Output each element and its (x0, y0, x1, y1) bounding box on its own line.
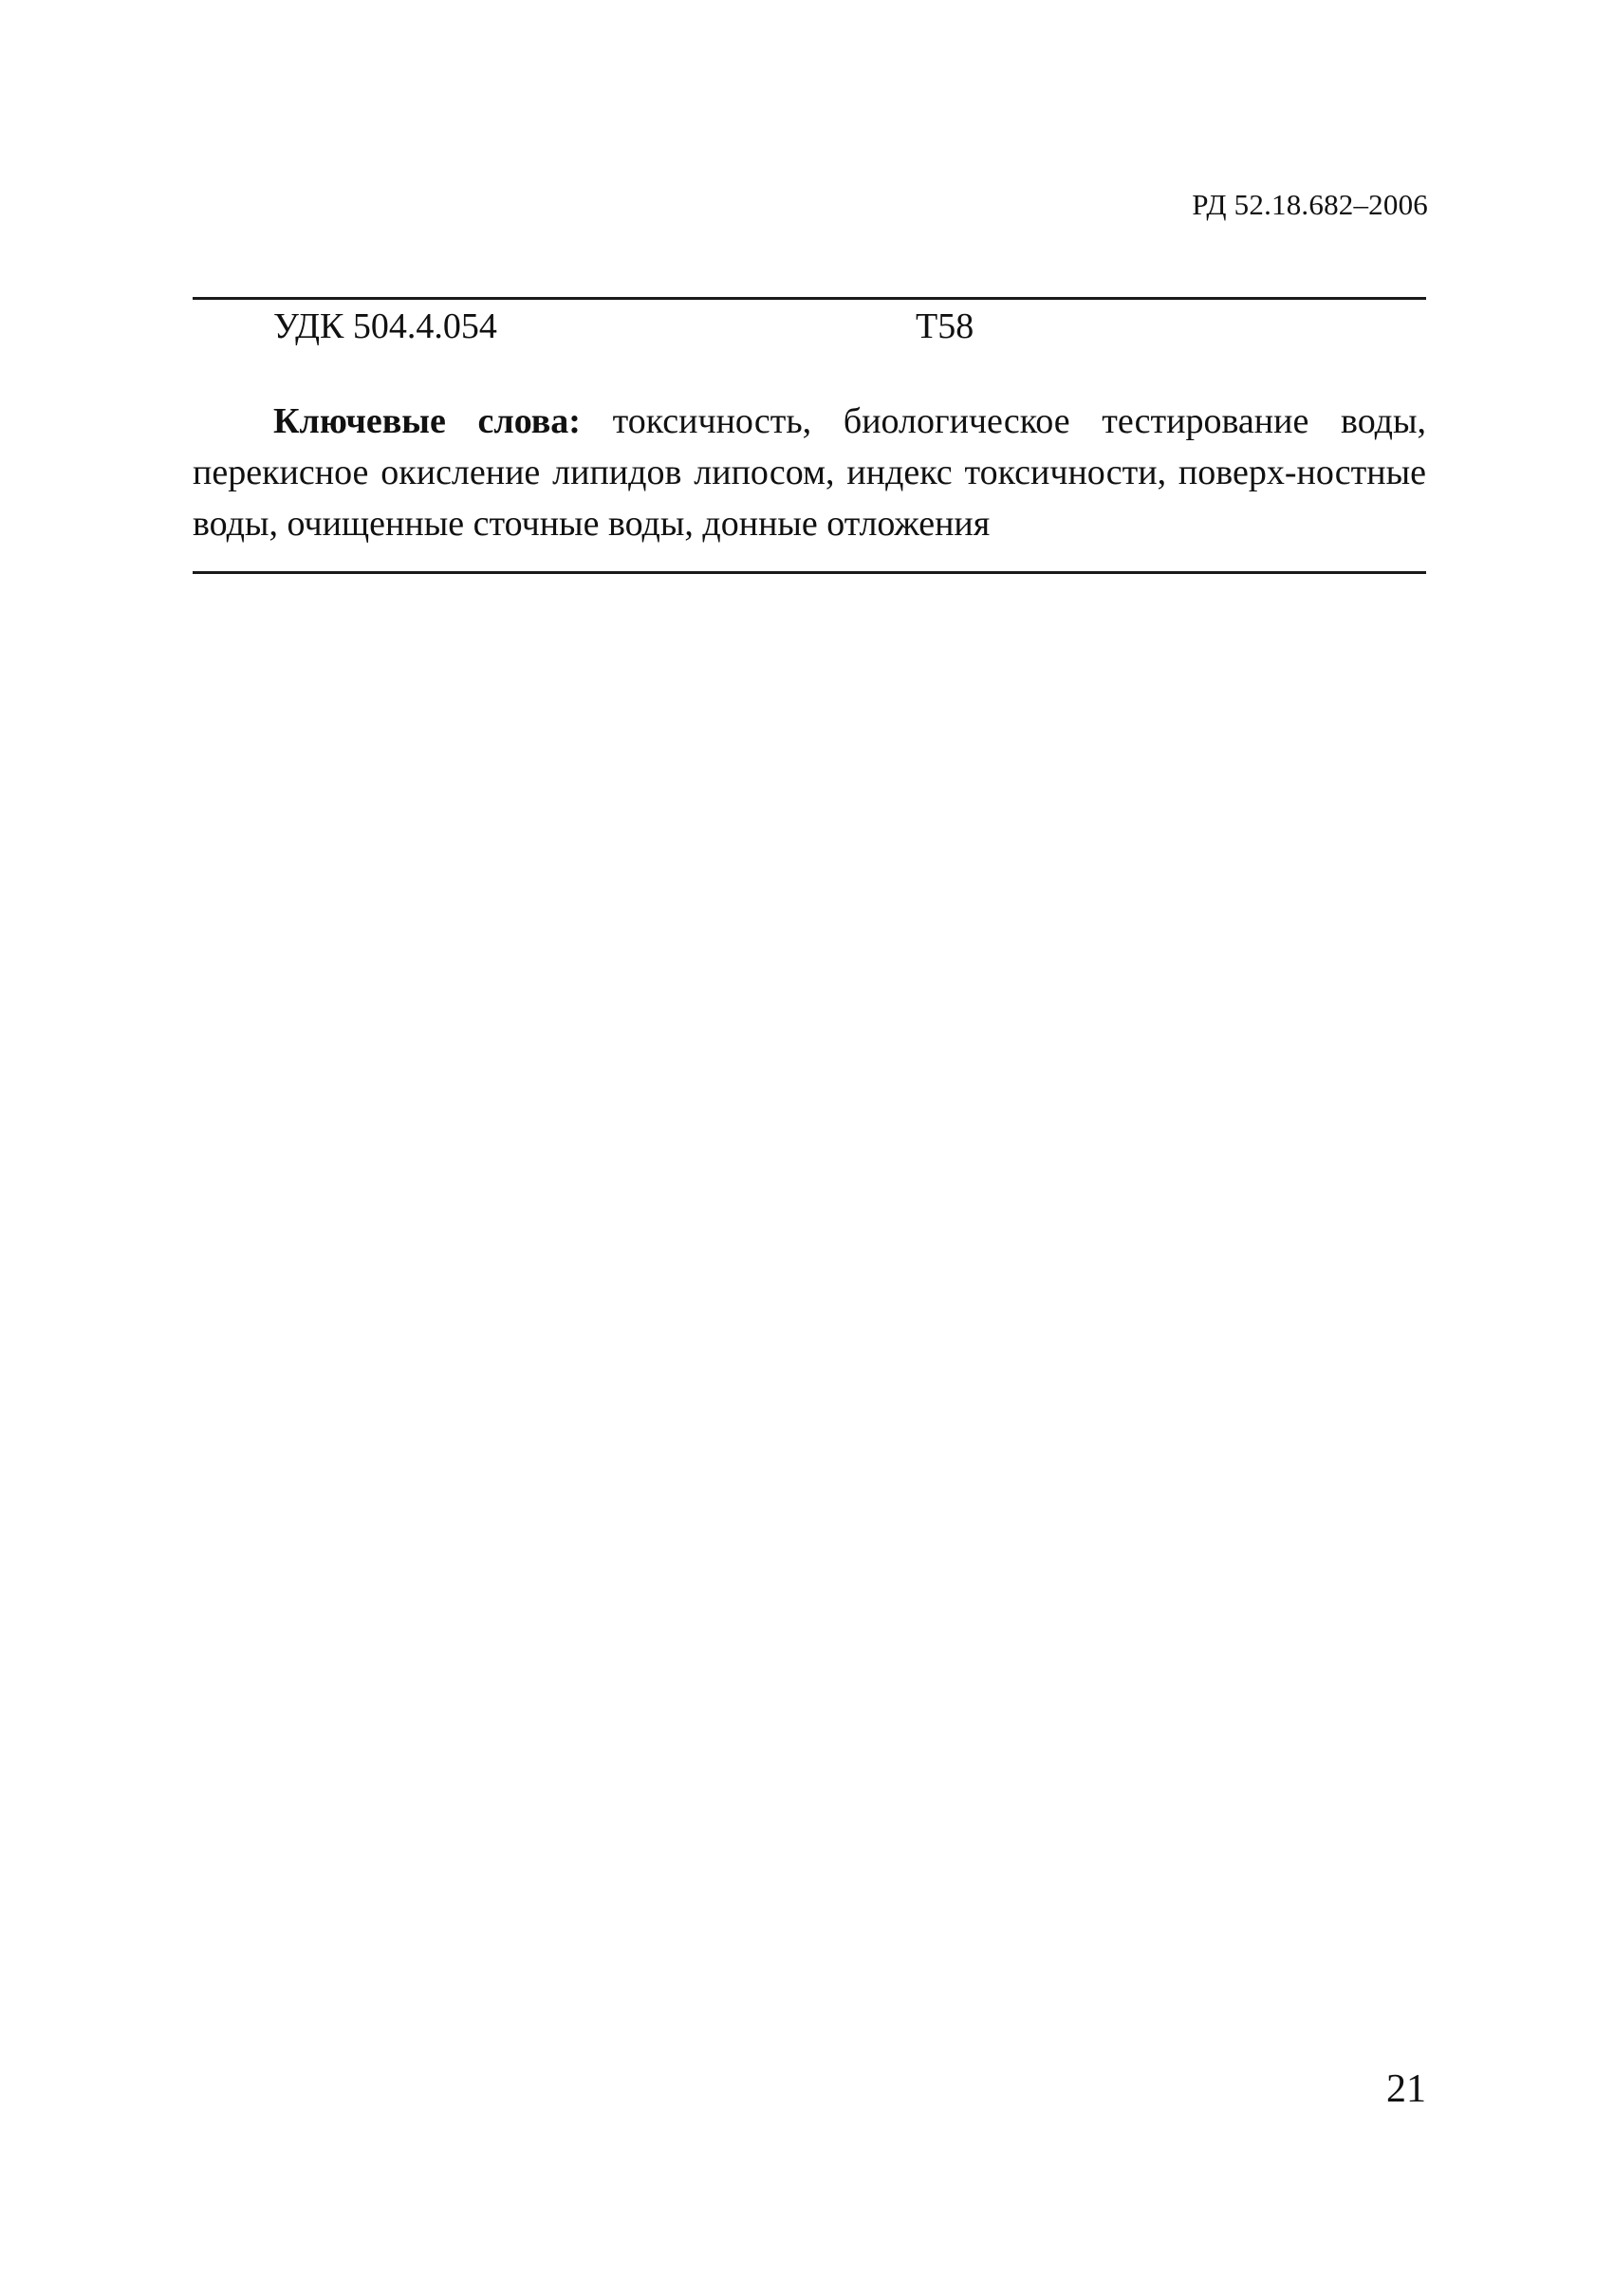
keywords-paragraph (193, 396, 1426, 549)
bottom-divider (193, 571, 1426, 574)
page-number: 21 (1386, 2067, 1426, 2111)
keywords-label: Ключевые слова: (273, 401, 581, 441)
keywords-text: токсичность, биологическое тестирование воды, перекисное окисление липидов липосом, индекс токсичности, поверх-ностные воды, очищенные сточные воды, донные отложения (193, 401, 1426, 544)
document-code: РД 52.18.682–2006 (1192, 188, 1428, 221)
classification-code: Т58 (916, 306, 974, 346)
udc-code: УДК 504.4.054 (273, 306, 497, 346)
top-divider (193, 297, 1426, 300)
